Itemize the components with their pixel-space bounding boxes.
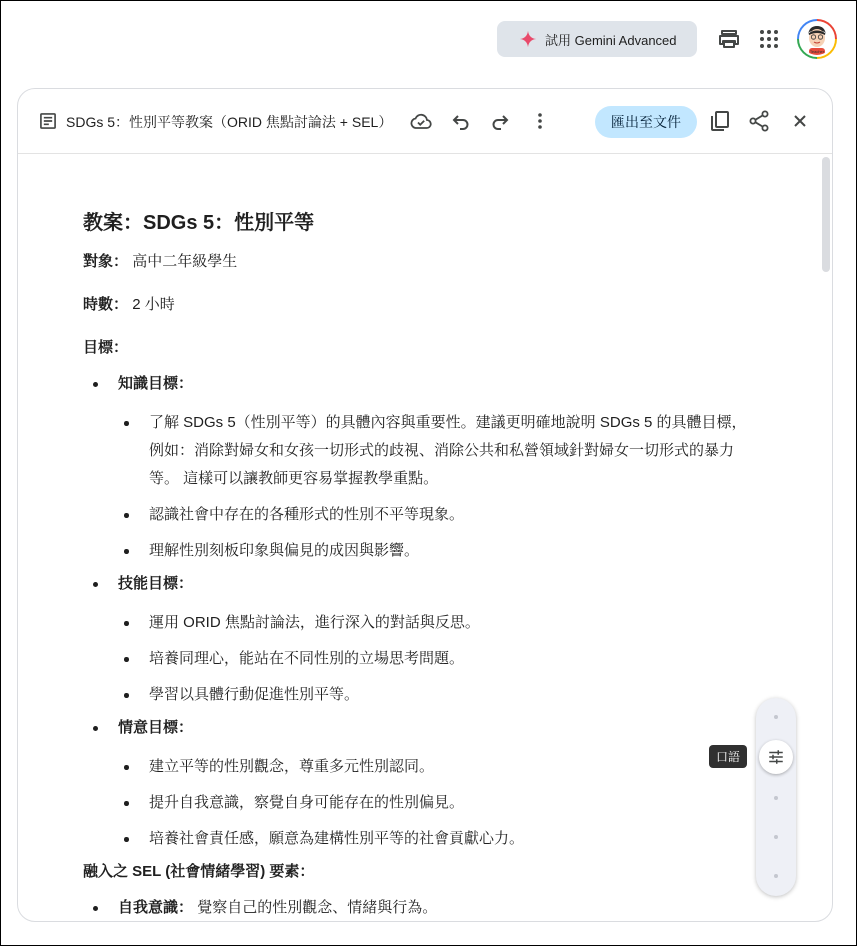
- tone-slider[interactable]: [756, 698, 796, 896]
- document-heading: 教案：SDGs 5：性別平等: [83, 212, 315, 234]
- section-label: 知識目標：: [118, 375, 194, 392]
- more-vert-icon[interactable]: [528, 109, 552, 133]
- list-item: 培養社會責任感，願意為建構性別平等的社會貢獻心力。: [116, 825, 756, 853]
- objectives-list: [83, 373, 763, 853]
- list-item: [83, 897, 763, 919]
- section-items: [116, 409, 763, 565]
- objectives-label: 目標：: [83, 339, 129, 356]
- sel-heading: [83, 861, 763, 883]
- avatar-caption: Teacher: [809, 49, 825, 54]
- document-content: [83, 209, 763, 919]
- list-item: 建立平等的性別觀念，尊重多元性別認同。: [116, 753, 756, 781]
- hours-value: 2 小時: [132, 296, 175, 313]
- sel-item-label: 自我意識：: [118, 899, 194, 916]
- objective-section: [83, 573, 763, 709]
- scrollbar-thumb[interactable]: [822, 157, 830, 272]
- section-items: [116, 753, 763, 853]
- export-to-docs-button[interactable]: [595, 106, 697, 138]
- slider-step[interactable]: [774, 715, 778, 719]
- slider-step[interactable]: [774, 835, 778, 839]
- slider-step[interactable]: [774, 874, 778, 878]
- voice-tooltip: 口語: [709, 745, 747, 768]
- hours-line: [83, 294, 763, 316]
- sel-heading-text: 融入之 SEL (社會情緒學習) 要素：: [83, 863, 315, 880]
- account-avatar[interactable]: [797, 19, 837, 59]
- list-item: 學習以具體行動促進性別平等。: [116, 681, 756, 709]
- canvas-title: SDGs 5：性別平等教案（ORID 焦點討論法 + SEL）: [66, 114, 393, 130]
- tune-icon: [767, 748, 785, 766]
- list-item: 了解 SDGs 5（性別平等）的具體內容與重要性。建議更明確地說明 SDGs 5 的具體目標，例如：消除對婦女和女孩一切形式的歧視、消除公共和私營領域針對婦女一切形式的暴力等。 這樣可以讓教師更容易掌握教學重點。: [116, 409, 756, 493]
- objectives-line: [83, 337, 763, 359]
- copy-icon[interactable]: [708, 109, 732, 133]
- try-gemini-advanced-button[interactable]: [497, 21, 697, 57]
- section-label: 情意目標：: [118, 719, 194, 736]
- top-bar: [1, 1, 856, 81]
- cloud-save-icon[interactable]: [409, 109, 433, 133]
- list-item: 提升自我意識，察覺自身可能存在的性別偏見。: [116, 789, 756, 817]
- audience-value: 高中二年級學生: [132, 253, 238, 270]
- list-item: 培養同理心，能站在不同性別的立場思考問題。: [116, 645, 756, 673]
- share-icon[interactable]: [747, 109, 771, 133]
- list-item: 認識社會中存在的各種形式的性別不平等現象。: [116, 501, 756, 529]
- slider-step[interactable]: [774, 796, 778, 800]
- slider-handle[interactable]: [759, 740, 793, 774]
- list-item: 理解性別刻板印象與偏見的成因與影響。: [116, 537, 756, 565]
- apps-grid-icon[interactable]: [757, 27, 781, 51]
- section-label: 技能目標：: [118, 575, 194, 592]
- audience-label: 對象：: [83, 253, 129, 270]
- objective-section: [83, 717, 763, 853]
- list-item: 運用 ORID 焦點討論法，進行深入的對話與反思。: [116, 609, 756, 637]
- sel-list: [83, 897, 763, 919]
- export-label: 匯出至文件: [611, 114, 681, 130]
- gemini-button-label: 試用 Gemini Advanced: [545, 32, 677, 48]
- close-icon[interactable]: [788, 109, 812, 133]
- objective-section: [83, 373, 763, 565]
- canvas-header: [18, 89, 832, 154]
- sparkle-icon: [519, 30, 537, 48]
- print-icon[interactable]: [717, 27, 741, 51]
- sel-item-text: 覺察自己的性別觀念、情緒與行為。: [197, 899, 438, 916]
- audience-line: [83, 251, 763, 273]
- section-items: [116, 609, 763, 709]
- hours-label: 時數：: [83, 296, 129, 313]
- redo-icon[interactable]: [488, 109, 512, 133]
- undo-icon[interactable]: [449, 109, 473, 133]
- document-icon: [38, 111, 58, 131]
- canvas-panel: [17, 88, 833, 922]
